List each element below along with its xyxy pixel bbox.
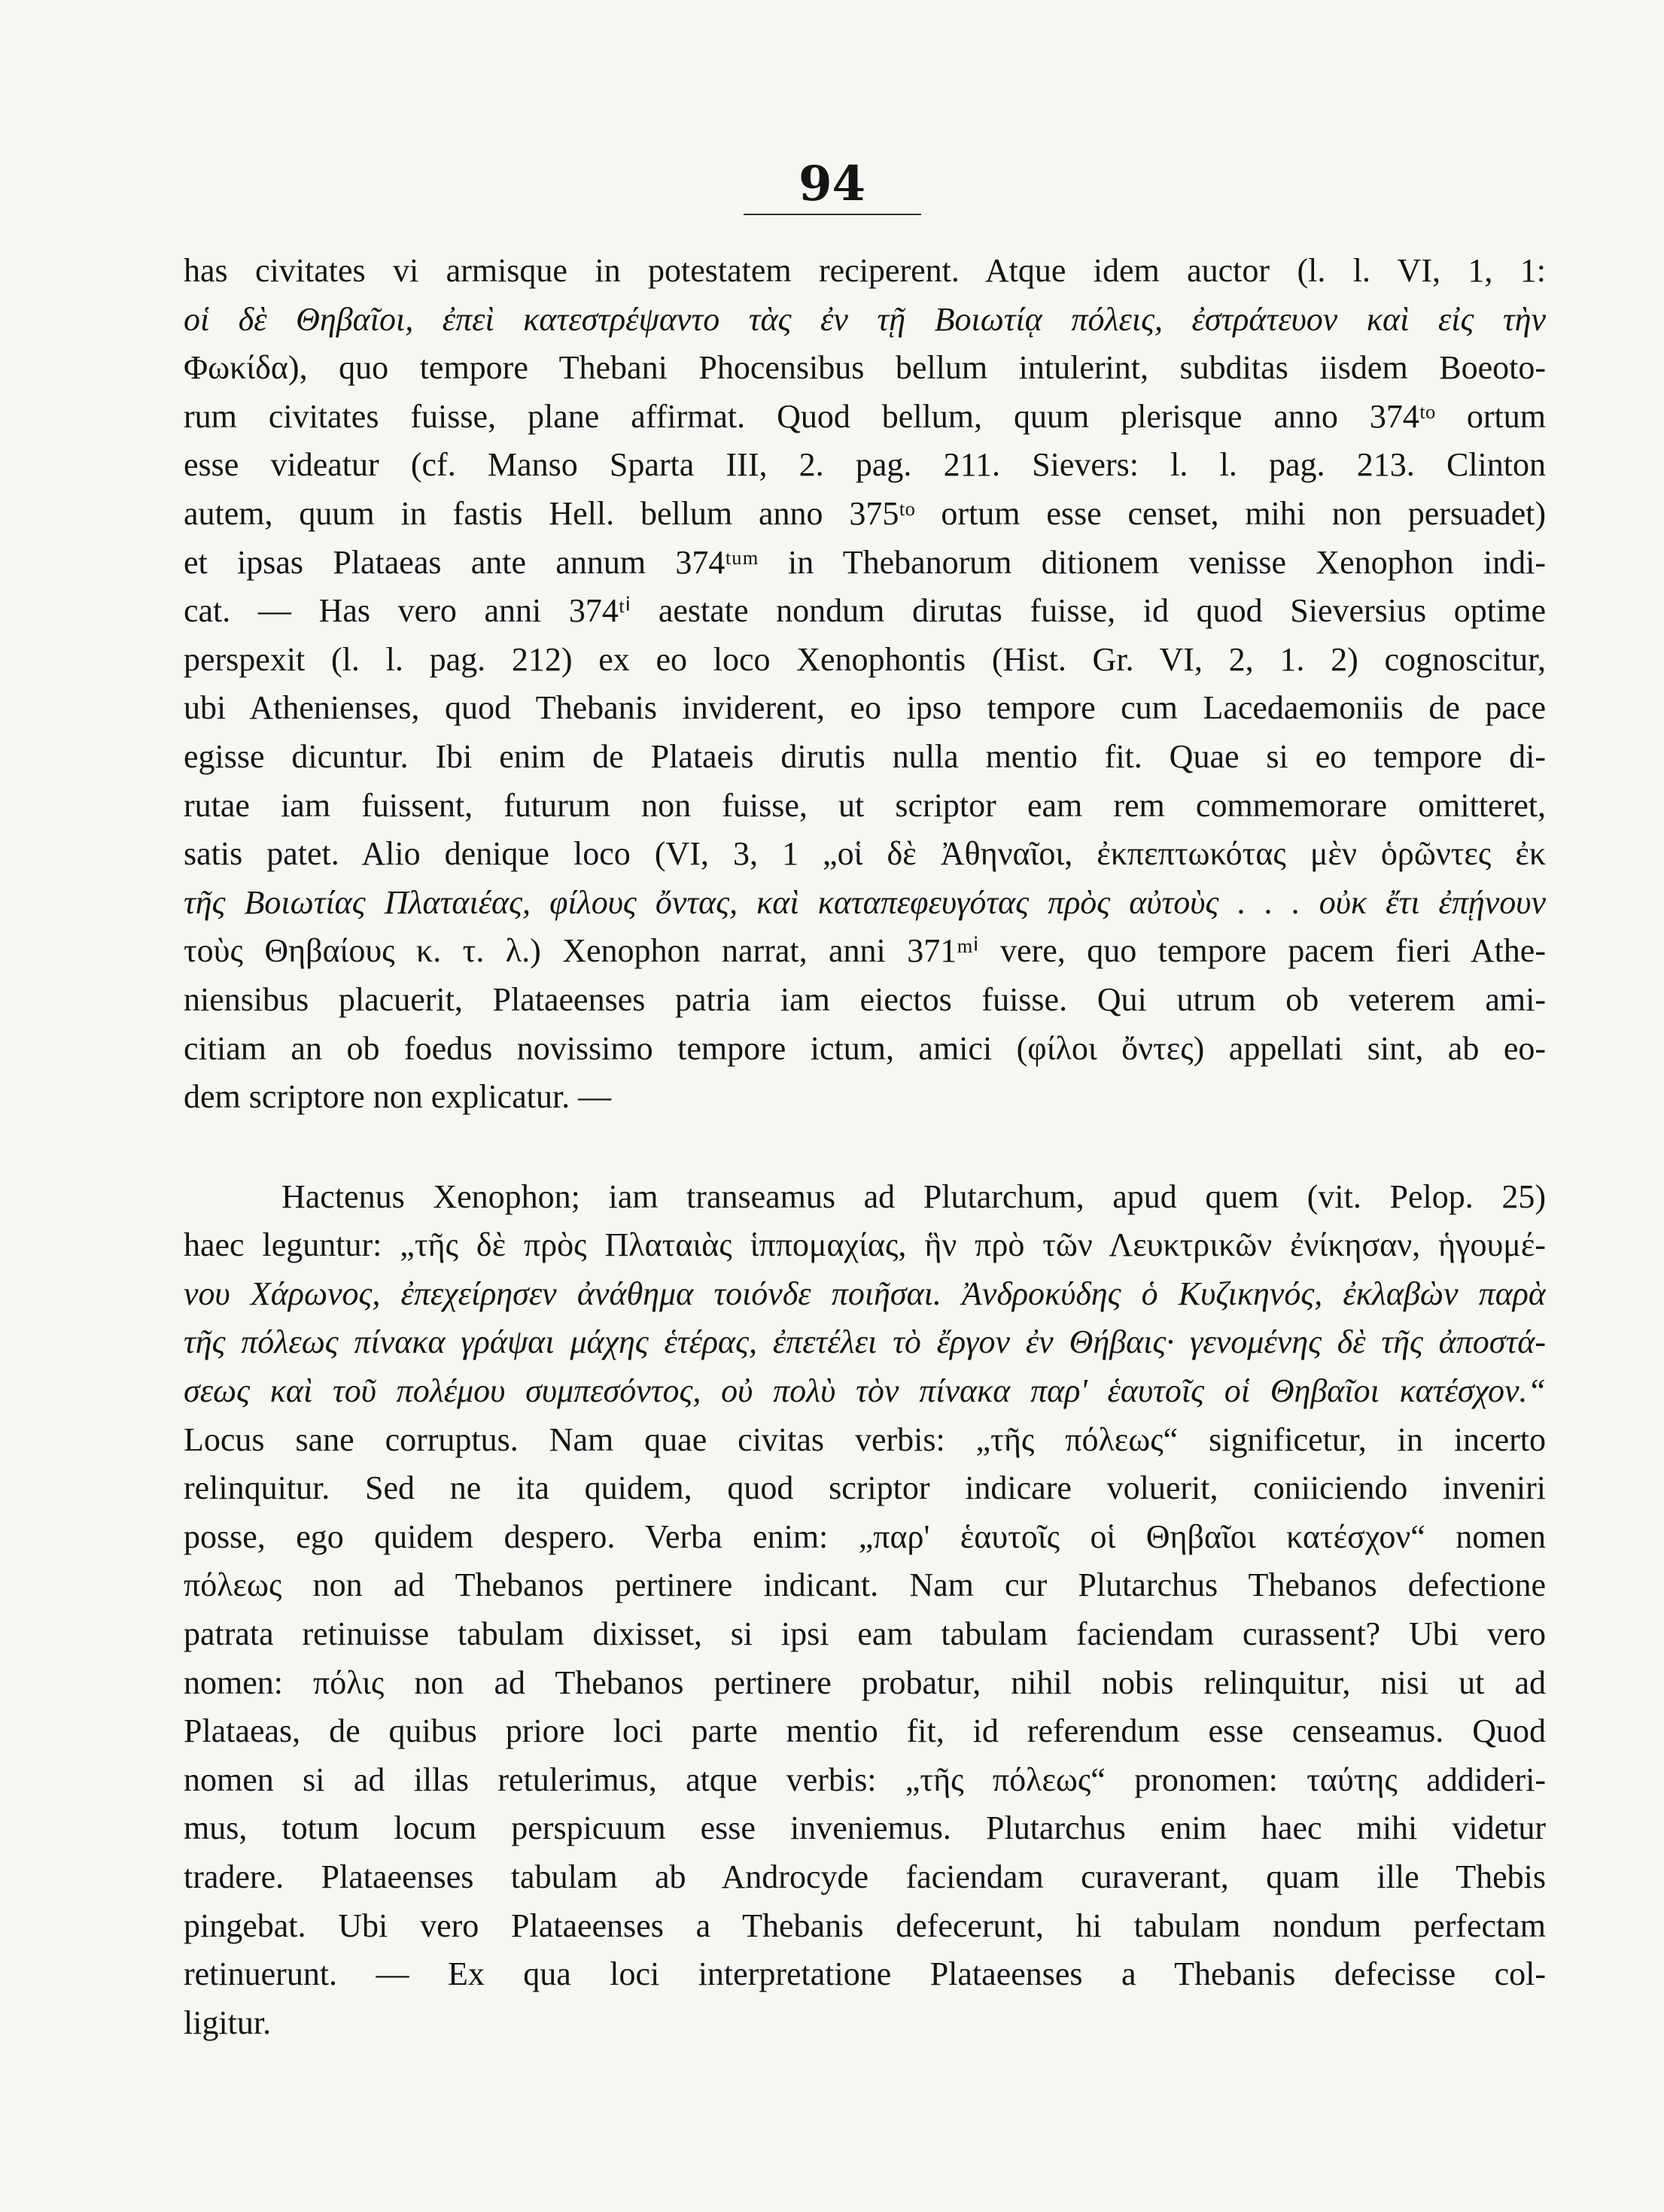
text-line: esse videatur (cf. Manso Sparta III, 2. pag. 211. Sievers: l. l. pag. 213. Clinton: [184, 446, 1546, 484]
text-line: has civitates vi armisque in potestatem reciperent. Atque idem auctor (l. l. VI, 1, 1:: [184, 252, 1546, 289]
text-line: Locus sane corruptus. Nam quae civitas verbis: „τῆς πόλεως“ significetur, in incerto: [184, 1420, 1546, 1458]
text-line: νου Χάρωνος, ἐπεχείρησεν ἀνάθημα τοιόνδε ποιῆσαι. Ἀνδροκύδης ὁ Κυζικηνός, ἐκλαβὼν παρὰ: [184, 1275, 1546, 1312]
paragraph-gap: [184, 1122, 1546, 1173]
text-line: haec leguntur: „τῆς δὲ πρὸς Πλαταιὰς ἱππομαχίας, ἣν πρὸ τῶν Λευκτρικῶν ἐνίκησαν, ἡγουμέ-: [184, 1226, 1546, 1264]
body-text: [184, 247, 1546, 2047]
text-line: posse, ego quidem despero. Verba enim: „παρ' ἑαυτοῖς οἱ Θηβαῖοι κατέσχον“ nomen: [184, 1518, 1546, 1555]
text-line: retinuerunt. — Ex qua loci interpretatione Plataeenses a Thebanis defecisse col-: [184, 1955, 1546, 1993]
text-line: perspexit (l. l. pag. 212) ex eo loco Xenophontis (Hist. Gr. VI, 2, 1. 2) cognoscitur,: [184, 640, 1546, 678]
text-line: πόλεως non ad Thebanos pertinere indicant. Nam cur Plutarchus Thebanos defectione: [184, 1566, 1546, 1604]
text-line: patrata retinuisse tabulam dixisset, si ipsi eam tabulam faciendam curassent? Ubi vero: [184, 1615, 1546, 1653]
text-line: dem scriptore non explicatur. —: [184, 1078, 612, 1116]
text-line: cat. — Has vero anni 374ᵗⁱ aestate nondum dirutas fuisse, id quod Sieversius optime: [184, 592, 1546, 630]
text-line: pingebat. Ubi vero Plataeenses a Thebanis defecerunt, hi tabulam nondum perfectam: [184, 1907, 1546, 1944]
text-line: Plataeas, de quibus priore loci parte mentio fit, id referendum esse censeamus. Quod: [184, 1712, 1546, 1750]
text-line: nomen: πόλις non ad Thebanos pertinere probatur, nihil nobis relinquitur, nisi ut ad: [184, 1664, 1546, 1701]
page-number-rule: [744, 214, 921, 215]
text-line: οἱ δὲ Θηβαῖοι, ἐπεὶ κατεστρέψαντο τὰς ἐν τῇ Βοιωτίᾳ πόλεις, ἐστράτευον καὶ εἰς τὴν: [184, 300, 1546, 338]
text-line: nomen si ad illas retulerimus, atque verbis: „τῆς πόλεως“ pronomen: ταύτης addideri-: [184, 1761, 1546, 1798]
text-line: mus, totum locum perspicuum esse inveniemus. Plutarchus enim haec mihi videtur: [184, 1809, 1546, 1847]
text-line: ligitur.: [184, 2004, 272, 2041]
page-number: 94: [798, 156, 866, 212]
text-line: σεως καὶ τοῦ πολέμου συμπεσόντος, οὐ πολὺ τὸν πίνακα παρ' ἑαυτοῖς οἱ Θηβαῖοι κατέσχον.“: [184, 1372, 1546, 1410]
text-line: Hactenus Xenophon; iam transeamus ad Plutarchum, apud quem (vit. Pelop. 25): [281, 1177, 1546, 1215]
text-line: τῆς πόλεως πίνακα γράψαι μάχης ἑτέρας, ἐπετέλει τὸ ἔργον ἐν Θήβαις· γενομένης δὲ τῆς ἀποστά-: [184, 1323, 1546, 1361]
text-line: τοὺς Θηβαίους κ. τ. λ.) Xenophon narrat, anni 371ᵐⁱ vere, quo tempore pacem fieri Athe-: [184, 932, 1546, 970]
text-line: Φωκίδα), quo tempore Thebani Phocensibus bellum intulerint, subditas iisdem Boeoto-: [184, 349, 1546, 387]
text-line: satis patet. Alio denique loco (VI, 3, 1 „οἱ δὲ Ἀθηναῖοι, ἐκπεπτωκότας μὲν ὁρῶντες ἐκ: [184, 835, 1546, 873]
text-line: et ipsas Plataeas ante annum 374ᵗᵘᵐ in Thebanorum ditionem venisse Xenophon indi-: [184, 543, 1546, 581]
text-line: egisse dicuntur. Ibi enim de Plataeis dirutis nulla mentio fit. Quae si eo tempore di-: [184, 737, 1546, 775]
text-line: niensibus placuerit, Plataeenses patria iam eiectos fuisse. Qui utrum ob veterem ami-: [184, 980, 1546, 1018]
text-line: ubi Athenienses, quod Thebanis inviderent, eo ipso tempore cum Lacedaemoniis de pace: [184, 689, 1546, 727]
text-line: rutae iam fuissent, futurum non fuisse, ut scriptor eam rem commemorare omitteret,: [184, 786, 1546, 824]
text-line: τῆς Βοιωτίας Πλαταιέας, φίλους ὄντας, καὶ καταπεφευγότας πρὸς αὐτοὺς . . . οὐκ ἔτι ἐπῄνουν: [184, 883, 1546, 921]
text-line: citiam an ob foedus novissimo tempore ictum, amici (φίλοι ὄντες) appellati sint, ab eo-: [184, 1029, 1546, 1067]
text-line: tradere. Plataeenses tabulam ab Androcyde faciendam curaverant, quam ille Thebis: [184, 1858, 1546, 1895]
text-line: relinquitur. Sed ne ita quidem, quod scriptor indicare voluerit, coniiciendo inveniri: [184, 1469, 1546, 1507]
text-line: autem, quum in fastis Hell. bellum anno 375ᵗᵒ ortum esse censet, mihi non persuadet): [184, 494, 1546, 532]
text-line: rum civitates fuisse, plane affirmat. Quod bellum, quum plerisque anno 374ᵗᵒ ortum: [184, 397, 1546, 435]
